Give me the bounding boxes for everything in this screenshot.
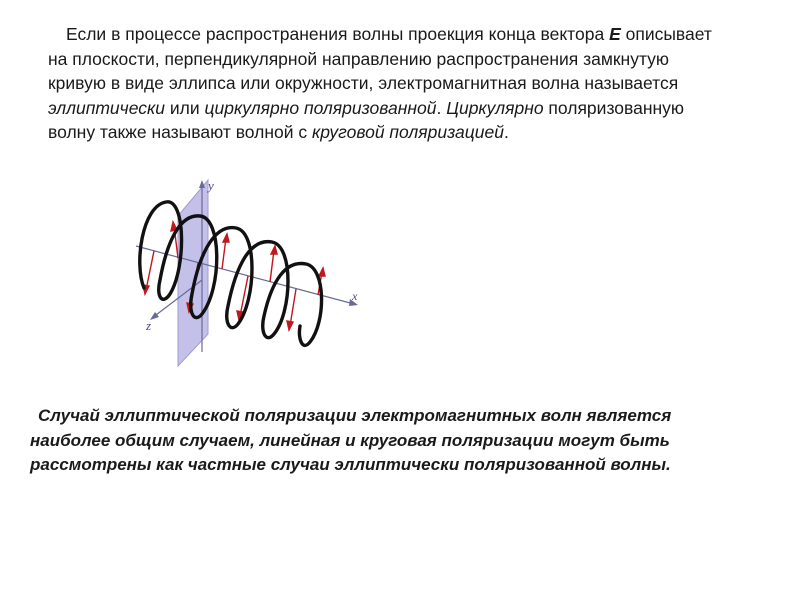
top-paragraph — [48, 22, 728, 145]
polarization-figure — [130, 176, 370, 368]
text-segment: . — [503, 122, 509, 142]
field-vector — [146, 251, 154, 290]
x-axis-label: x — [352, 289, 358, 303]
z-axis-label: z — [146, 318, 152, 333]
term-circular-2: Циркулярно — [446, 97, 544, 118]
text-segment: или — [164, 97, 205, 118]
bottom-paragraph: Случай эллиптической поляризации электромагнитных волн является наиболее общим случаем, линейная и круговая поляризации могут быть рассмотрены как частные случаи эллиптически поляризованной волны. — [30, 406, 672, 474]
field-vector — [290, 289, 296, 326]
text-segment: Если в процессе распространения волны проекция конца вектора — [66, 24, 610, 44]
polarization-plane — [178, 180, 208, 366]
vector-e-symbol: E — [609, 24, 621, 44]
wave-diagram — [130, 176, 370, 368]
field-vector-head — [223, 234, 229, 242]
field-vector-head — [271, 246, 277, 254]
term-elliptic: эллиптически — [48, 97, 165, 118]
field-vector — [270, 250, 274, 282]
field-vector-head — [319, 268, 325, 276]
text-segment: . — [436, 97, 447, 118]
field-vectors — [143, 222, 325, 330]
wave-spiral — [140, 202, 322, 346]
term-circular-polarization: круговой поляризацией — [312, 122, 504, 142]
text-segment: описывает на плоскости, перпендикулярной направлению распространения замкнутую кривую в виде эллипса или окружности, электромагнитная волна называется — [48, 24, 712, 93]
text-segment: поляризованную волну также называют волной с — [48, 97, 685, 142]
y-axis-label: y — [208, 178, 214, 193]
term-circular: циркулярно поляризованной — [204, 97, 437, 118]
field-vector-head — [287, 321, 293, 330]
